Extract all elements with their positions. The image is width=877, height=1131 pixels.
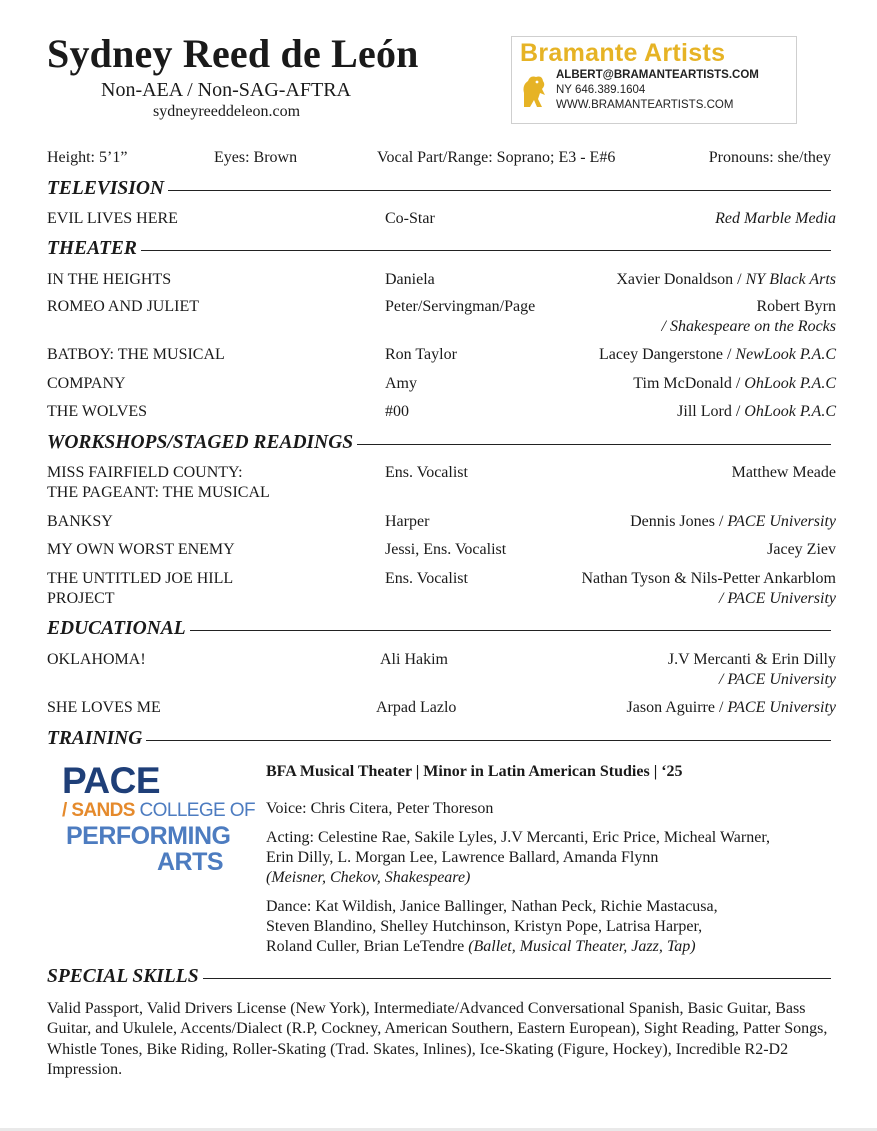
- credit-director: Dennis Jones / PACE University: [630, 513, 836, 530]
- actor-name: Sydney Reed de León: [47, 31, 419, 76]
- credit-role: Jessi, Ens. Vocalist: [385, 541, 507, 558]
- credit-title: SHE LOVES ME: [47, 699, 161, 716]
- agency-web[interactable]: WWW.BRAMANTEARTISTS.COM: [556, 99, 734, 111]
- section-title: EDUCATIONAL: [47, 618, 190, 640]
- credit-role: Co-Star: [385, 210, 435, 227]
- section-title: THEATER: [47, 238, 141, 260]
- section-title: TELEVISION: [47, 178, 168, 200]
- credit-role: Ron Taylor: [385, 346, 457, 363]
- credit-director: Lacey Dangerstone / NewLook P.A.C: [599, 346, 836, 363]
- training-dance: Dance: Kat Wildish, Janice Ballinger, Nathan Peck, Richie Mastacusa,: [266, 898, 718, 915]
- section-divider: [47, 740, 831, 741]
- credit-title-line2: THE PAGEANT: THE MUSICAL: [47, 484, 270, 501]
- training-dance-cont: Steven Blandino, Shelley Hutchinson, Kristyn Pope, Latrisa Harper,: [266, 918, 703, 935]
- credit-title: IN THE HEIGHTS: [47, 271, 172, 288]
- credit-role: Ens. Vocalist: [385, 570, 468, 587]
- credit-title: MY OWN WORST ENEMY: [47, 541, 235, 558]
- section-special-skills: [47, 966, 831, 988]
- stat-pronouns: Pronouns: she/they: [708, 149, 831, 166]
- stat-vocal: Vocal Part/Range: Soprano; E3 - E#6: [377, 149, 616, 166]
- credit-title: THE WOLVES: [47, 403, 147, 420]
- credit-director: Nathan Tyson & Nils-Petter Ankarblom: [581, 570, 836, 587]
- credit-director: J.V Mercanti & Erin Dilly: [667, 651, 836, 668]
- credit-title: BANKSY: [47, 513, 113, 530]
- credit-title-line2: PROJECT: [47, 590, 115, 607]
- website-link[interactable]: sydneyreeddeleon.com: [153, 103, 301, 120]
- training-degree: BFA Musical Theater | Minor in Latin American Studies | ‘25: [266, 763, 683, 780]
- agency-box: [511, 36, 797, 124]
- section-title: TRAINING: [47, 728, 146, 750]
- credit-title: COMPANY: [47, 375, 126, 392]
- credit-role: Arpad Lazlo: [376, 699, 457, 716]
- agency-email[interactable]: ALBERT@BRAMANTEARTISTS.COM: [556, 69, 759, 81]
- credit-company: / PACE University: [718, 590, 836, 607]
- credit-company: / PACE University: [718, 671, 836, 688]
- section-workshops: [47, 432, 831, 454]
- credit-director: Jacey Ziev: [767, 541, 836, 558]
- credit-director: Robert Byrn: [756, 298, 836, 315]
- credit-director: Jill Lord / OhLook P.A.C: [677, 403, 836, 420]
- credit-role: Ali Hakim: [380, 651, 448, 668]
- union-status: Non-AEA / Non-SAG-AFTRA: [101, 79, 351, 101]
- credit-director: Matthew Meade: [731, 464, 836, 481]
- credit-director: Tim McDonald / OhLook P.A.C: [633, 375, 836, 392]
- training-acting: Acting: Celestine Rae, Sakile Lyles, J.V Mercanti, Eric Price, Micheal Warner,: [266, 829, 770, 846]
- logo-performing: PERFORMING: [66, 822, 231, 850]
- training-acting-methods: (Meisner, Chekov, Shakespeare): [266, 869, 471, 886]
- credit-role: Amy: [385, 375, 417, 392]
- credit-director: Red Marble Media: [715, 210, 836, 227]
- credit-role: #00: [385, 403, 409, 420]
- training-voice: Voice: Chris Citera, Peter Thoreson: [266, 800, 494, 817]
- logo-pace: PACE: [62, 760, 161, 801]
- stat-eyes: Eyes: Brown: [214, 149, 298, 166]
- section-title: SPECIAL SKILLS: [47, 966, 203, 988]
- section-television: [47, 178, 831, 200]
- section-title: WORKSHOPS/STAGED READINGS: [47, 432, 357, 454]
- credit-role: Ens. Vocalist: [385, 464, 468, 481]
- special-skills-text: Valid Passport, Valid Drivers License (New York), Intermediate/Advanced Conversational Spanish, Basic Guitar, Bass Guitar, and Ukulele, Accents/Dialect (R.P, Cockney, American Southern, Eastern European), Sight Reading, Patter Songs, Whistle Tones, Bike Riding, Roller-Skating (Trad. Skates, Inlines), Ice-Skating (Figure, Hockey), Incredible R2-D2 Impression.: [47, 1000, 828, 1078]
- credit-title: BATBOY: THE MUSICAL: [47, 346, 225, 363]
- section-training: [47, 728, 831, 750]
- section-educational: [47, 618, 831, 640]
- lion-logo-icon: [518, 71, 548, 111]
- credit-director: Jason Aguirre / PACE University: [626, 699, 836, 716]
- credit-title: ROMEO AND JULIET: [47, 298, 199, 315]
- training-acting-cont: Erin Dilly, L. Morgan Lee, Lawrence Ballard, Amanda Flynn: [266, 849, 659, 866]
- pace-sands-logo: [60, 760, 255, 878]
- credit-company: / Shakespeare on the Rocks: [661, 318, 836, 335]
- credit-role: Peter/Servingman/Page: [385, 298, 536, 315]
- credit-title: OKLAHOMA!: [47, 651, 146, 668]
- agency-name: Bramante Artists: [520, 39, 726, 67]
- training-dance-cont: Roland Culler, Brian LeTendre (Ballet, Musical Theater, Jazz, Tap): [266, 938, 696, 955]
- credit-title: EVIL LIVES HERE: [47, 210, 178, 227]
- section-divider: [47, 250, 831, 251]
- logo-sands: / SANDS COLLEGE OF: [62, 800, 255, 821]
- credit-role: Harper: [385, 513, 430, 530]
- credit-title: THE UNTITLED JOE HILL: [47, 570, 234, 587]
- credit-director: Xavier Donaldson / NY Black Arts: [616, 271, 836, 288]
- logo-arts: ARTS: [157, 848, 224, 876]
- agency-phone: NY 646.389.1604: [556, 84, 646, 96]
- section-theater: [47, 238, 831, 260]
- stat-height: Height: 5’1”: [47, 149, 128, 166]
- credit-title: MISS FAIRFIELD COUNTY:: [47, 464, 243, 481]
- credit-role: Daniela: [385, 271, 435, 288]
